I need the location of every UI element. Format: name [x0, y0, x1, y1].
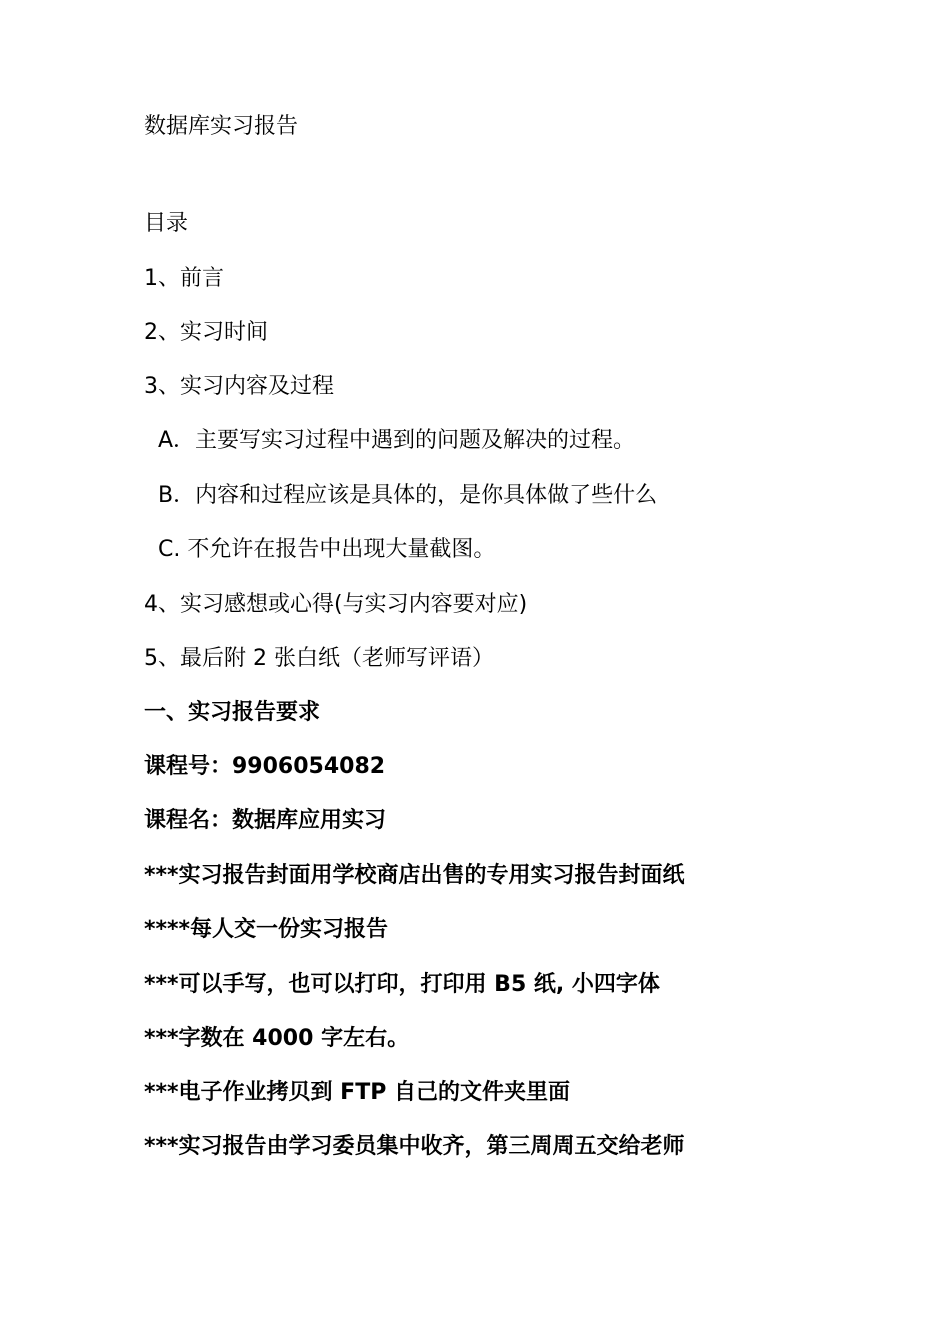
toc-subitem-c: C. 不允许在报告中出现大量截图。: [158, 537, 496, 562]
requirement-ftp: ***电子作业拷贝到 FTP 自己的文件夹里面: [144, 1080, 570, 1105]
toc-item-reflection: 4、实习感想或心得(与实习内容要对应): [144, 592, 528, 617]
course-name: 课程名：数据库应用实习: [144, 808, 387, 833]
toc-subitem-a: A．主要写实习过程中遇到的问题及解决的过程。: [158, 428, 636, 453]
requirement-cover: ***实习报告封面用学校商店出售的专用实习报告封面纸: [144, 863, 685, 888]
toc-item-foreword: 1、前言: [144, 266, 224, 291]
requirements-heading: 一、实习报告要求: [144, 700, 321, 725]
course-number: 课程号：9906054082: [144, 754, 386, 779]
requirement-submission: ***实习报告由学习委员集中收齐，第三周周五交给老师: [144, 1134, 685, 1159]
toc-subitem-b: B．内容和过程应该是具体的，是你具体做了些什么: [158, 483, 658, 508]
document-title: 数据库实习报告: [144, 114, 299, 139]
toc-item-time: 2、实习时间: [144, 320, 268, 345]
requirement-word-count: ***字数在 4000 字左右。: [144, 1026, 410, 1051]
requirement-format: ***可以手写，也可以打印，打印用 B5 纸, 小四字体: [144, 972, 660, 997]
requirement-one-per-person: ****每人交一份实习报告: [144, 917, 389, 942]
toc-heading: 目录: [144, 211, 189, 236]
toc-item-appendix: 5、最后附 2 张白纸（老师写评语）: [144, 646, 494, 671]
toc-item-content: 3、实习内容及过程: [144, 374, 334, 399]
